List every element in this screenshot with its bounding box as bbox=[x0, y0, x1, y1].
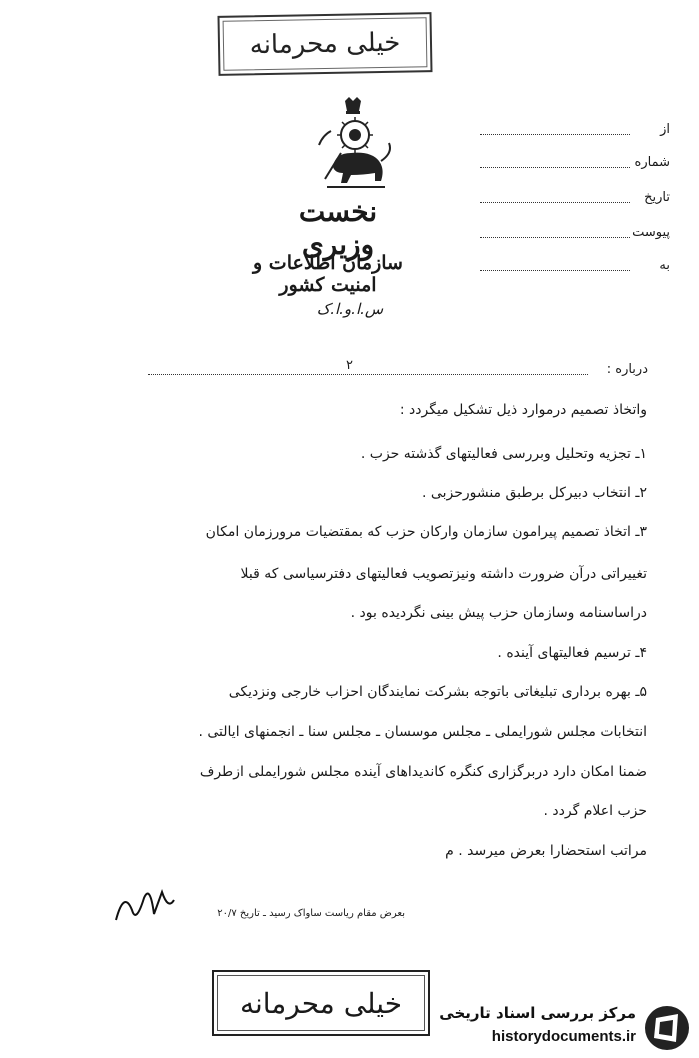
body-line: تغییراتی درآن ضرورت داشته ونیزتصویب فعالیتهای دفترسیاسی که قبلا bbox=[240, 566, 647, 582]
body-line: ضمنا امکان دارد دربرگزاری کنگره کاندیداهای آینده مجلس شورایملی ازطرف bbox=[199, 764, 647, 780]
body-line: ۴ـ ترسیم فعالیتهای آینده . bbox=[497, 645, 647, 661]
watermark-title: مرکز بررسی اسناد تاریخی bbox=[439, 1004, 636, 1022]
field-label: از bbox=[660, 122, 670, 137]
organization-code: س.ا.و.ا.ک bbox=[316, 300, 384, 318]
body-line: دراساسنامه وسازمان حزب پیش بینی نگردیده بود . bbox=[350, 605, 647, 621]
body-line: حزب اعلام گردد . bbox=[543, 803, 647, 819]
body-line: مراتب استحضارا بعرض میرسد . م bbox=[445, 843, 647, 859]
body-line: انتخابات مجلس شورایملی ـ مجلس موسسان ـ مجلس سنا ـ انجمنهای ایالتی . bbox=[198, 724, 647, 740]
field-label: به bbox=[659, 258, 670, 273]
body-line: ۳ـ اتخاذ تصمیم پیرامون سازمان وارکان حزب که بمقتضیات مرورزمان امکان bbox=[205, 524, 647, 540]
body-line: ۵ـ بهره برداری تبلیغاتی باتوجه بشرکت نمایندگان احزاب خارجی ونزدیکی bbox=[228, 684, 647, 700]
watermark-url: historydocuments.ir bbox=[491, 1028, 636, 1045]
body-line: واتخاذ تصمیم درموارد ذیل تشکیل میگردد : bbox=[399, 402, 647, 418]
body-line: ۱ـ تجزیه وتحلیل وبررسی فعالیتهای گذشته حزب . bbox=[360, 446, 647, 462]
body-line: ۲ـ انتخاب دبیرکل برطبق منشورحزبی . bbox=[422, 485, 647, 501]
field-number bbox=[480, 155, 670, 175]
classification-stamp-bottom: خیلی محرمانه bbox=[212, 970, 430, 1036]
watermark bbox=[430, 1000, 692, 1054]
field-from bbox=[480, 122, 670, 142]
subject-label: درباره : bbox=[606, 362, 648, 377]
handwritten-note: بعرض مقام ریاست ساواک رسید ـ تاریخ ۲۰/۷ bbox=[217, 908, 405, 919]
organization-subtitle: سازمان اطلاعات و امنیت کشور bbox=[253, 252, 403, 296]
field-label: شماره bbox=[634, 155, 670, 170]
archive-logo-icon bbox=[642, 1004, 692, 1052]
field-to bbox=[480, 258, 670, 278]
lion-and-sun-emblem-icon bbox=[305, 95, 400, 195]
subject-line bbox=[148, 358, 648, 382]
classification-stamp-top: خیلی محرمانه bbox=[217, 12, 432, 76]
organization-name: نخست وزیری bbox=[298, 195, 378, 261]
handwritten-signature bbox=[110, 880, 180, 930]
field-attachment bbox=[480, 225, 670, 245]
field-label: تاریخ bbox=[644, 190, 670, 205]
page-number: ۲ bbox=[346, 358, 353, 373]
field-label: پیوست bbox=[632, 225, 670, 240]
field-date bbox=[480, 190, 670, 210]
